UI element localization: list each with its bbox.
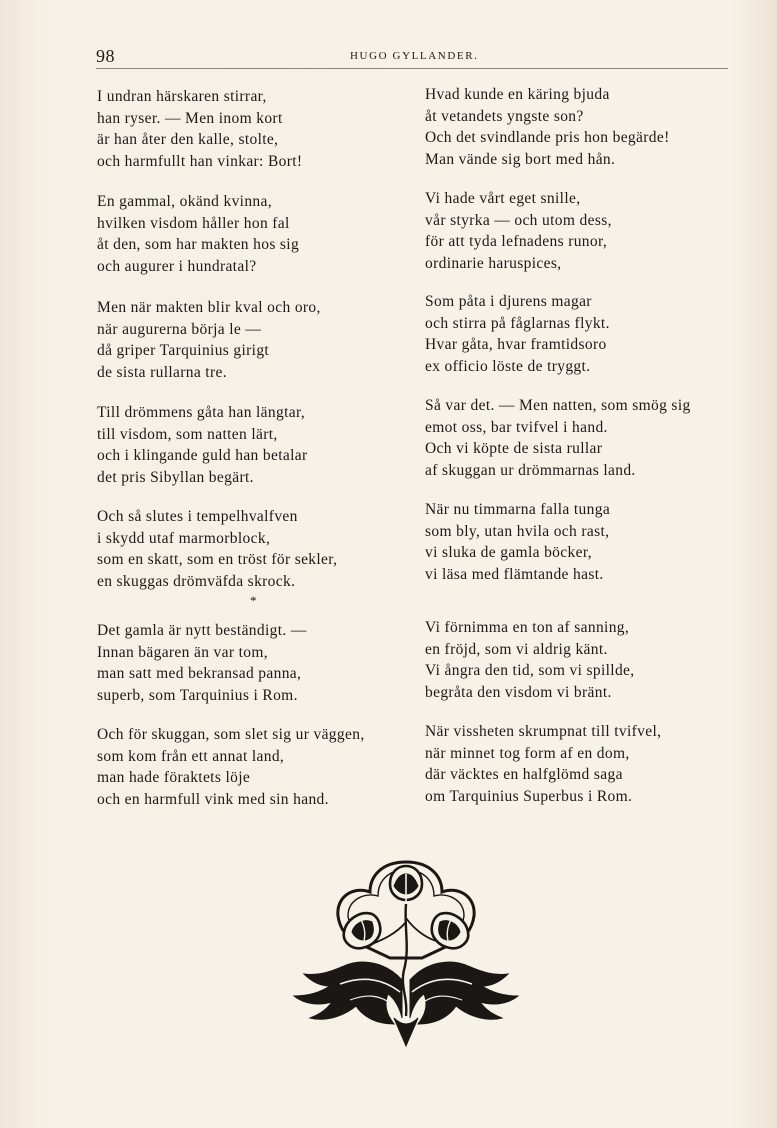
running-title: HUGO GYLLANDER. (350, 50, 479, 62)
stanza (425, 395, 691, 481)
verse-line: Hvar gåta, hvar framtidsoro (425, 336, 607, 353)
stanza (425, 188, 612, 274)
verse-line: Och så slutes i tempelhvalfven (97, 508, 298, 525)
verse-line: Och det svindlande pris hon begärde! (425, 129, 670, 146)
verse-line: Vi förnimma en ton af sanning, (425, 619, 630, 636)
verse-line: af skuggan ur drömmarnas land. (425, 461, 636, 479)
stanza (425, 84, 670, 170)
floral-vignette-icon (290, 858, 522, 1048)
verse-line: man satt med bekransad panna, (97, 665, 302, 682)
verse-line: då griper Tarquinius girigt (97, 342, 270, 359)
verse-line: åt vetandets yngste son? (425, 107, 584, 125)
verse-line: och i klingande guld han betalar (97, 447, 308, 464)
verse-line: till visdom, som natten lärt, (97, 425, 278, 443)
verse-line: Men när makten blir kval och oro, (97, 299, 321, 316)
verse-line: vår styrka — och utom dess, (425, 211, 612, 229)
verse-line: vi sluka de gamla böcker, (425, 544, 592, 561)
verse-line: när minnet tog form af en dom, (425, 744, 630, 762)
verse-line: en skuggas drömväfda skrock. (97, 572, 296, 590)
verse-line: emot oss, bar tvifvel i hand. (425, 418, 608, 436)
verse-line: åt den, som har makten hos sig (97, 236, 300, 253)
verse-line: de sista rullarna tre. (97, 363, 227, 381)
running-head (96, 44, 728, 69)
verse-line: som kom från ett annat land, (97, 747, 285, 765)
verse-line: En gammal, okänd kvinna, (97, 193, 272, 210)
verse-line: Till drömmens gåta han längtar, (97, 404, 306, 421)
stanza (425, 291, 610, 377)
verse-line: Innan bägaren än var tom, (97, 643, 269, 661)
verse-line: för att tyda lefnadens runor, (425, 233, 608, 250)
stanza (97, 191, 299, 277)
stanza (97, 86, 302, 172)
stanza (425, 721, 661, 807)
verse-line: När vissheten skrumpnat till tvifvel, (425, 723, 662, 740)
verse-line: Det gamla är nytt beständigt. — (97, 622, 307, 639)
page-number: 98 (96, 46, 115, 66)
stanza (97, 724, 365, 810)
verse-line: i skydd utaf marmorblock, (97, 529, 271, 547)
verse-line: Man vände sig bort med hån. (425, 150, 616, 168)
stanza (97, 506, 337, 592)
verse-line: Vi hade vårt eget snille, (425, 190, 581, 207)
verse-line: När nu timmarna falla tunga (425, 501, 611, 518)
verse-line: som en skatt, som en tröst för sekler, (97, 551, 338, 568)
verse-line: där väcktes en halfglömd saga (425, 766, 623, 783)
stanza (97, 297, 321, 383)
verse-line: hvilken visdom håller hon fal (97, 214, 290, 232)
verse-line: Och för skuggan, som slet sig ur väggen, (97, 726, 365, 743)
verse-line: när augurerna börja le — (97, 320, 262, 338)
verse-line: ex officio löste de tryggt. (425, 357, 591, 375)
verse-line: man hade föraktets löje (97, 769, 251, 786)
verse-line: och en harmfull vink med sin hand. (97, 790, 329, 808)
verse-line: ordinarie haruspices, (425, 254, 562, 272)
verse-line: Och vi köpte de sista rullar (425, 440, 603, 457)
verse-line: och stirra på fåglarnas flykt. (425, 314, 610, 332)
stanza (97, 402, 307, 488)
section-separator: * (250, 593, 257, 608)
verse-line: Vi ångra den tid, som vi spillde, (425, 662, 635, 679)
verse-line: som bly, utan hvila och rast, (425, 522, 610, 540)
verse-line: Så var det. — Men natten, som smög sig (425, 397, 691, 414)
verse-line: om Tarquinius Superbus i Rom. (425, 787, 633, 805)
verse-line: och harmfullt han vinkar: Bort! (97, 152, 303, 170)
verse-line: Som påta i djurens magar (425, 293, 592, 310)
verse-line: begråta den visdom vi bränt. (425, 683, 612, 701)
stanza (425, 499, 610, 585)
verse-line: och augurer i hundratal? (97, 257, 257, 275)
stanza (97, 620, 307, 706)
verse-line: det pris Sibyllan begärt. (97, 468, 254, 486)
verse-line: vi läsa med flämtande hast. (425, 565, 604, 583)
verse-line: I undran härskaren stirrar, (97, 88, 267, 105)
verse-line: superb, som Tarquinius i Rom. (97, 686, 298, 704)
stanza (425, 617, 635, 703)
verse-line: Hvad kunde en käring bjuda (425, 86, 610, 103)
verse-line: är han åter den kalle, stolte, (97, 131, 279, 148)
verse-line: han ryser. — Men inom kort (97, 109, 283, 127)
verse-line: en fröjd, som vi aldrig känt. (425, 640, 608, 658)
